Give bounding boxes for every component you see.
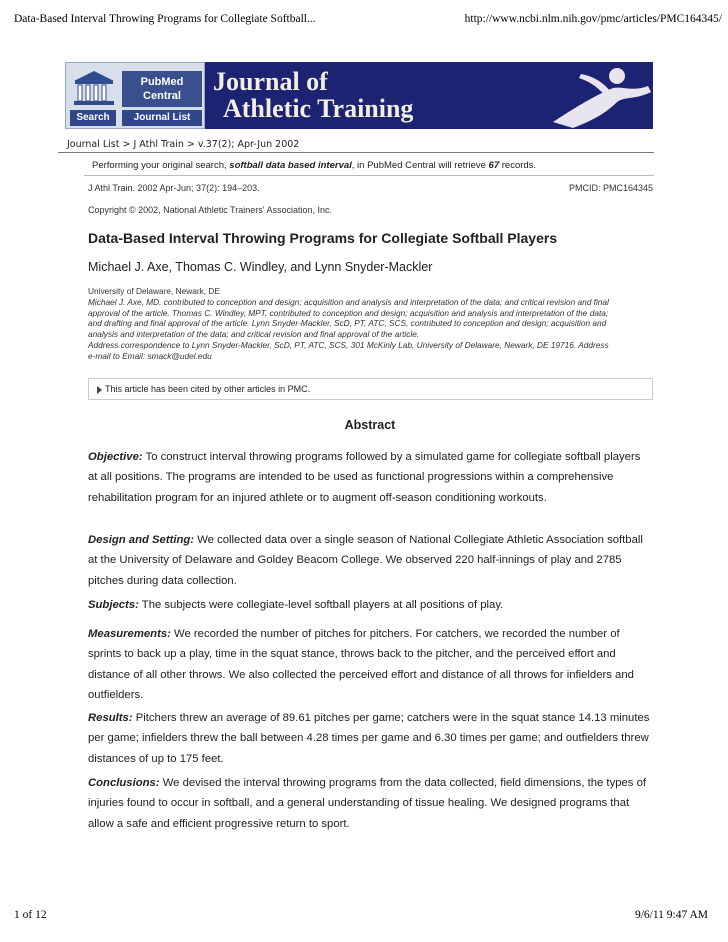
abstract-subjects: Subjects: The subjects were collegiate-level softball players at all positions of play. (88, 599, 504, 611)
journal-banner (65, 62, 653, 129)
affiliations: University of Delaware, Newark, DE Michael J. Axe, MD, contributed to conception and design; acquisition and analysis and interpretation of the data; and critical revision and final approval of the article. Thomas C. Windley, MPT, contributed to conception and design; acquisition and analysis and interpretation of the data; and drafting and final approval of the article. Lynn Snyder-Mackler, ScD, PT, ATC, SCS, contributed to conception and design; acquisition and analysis and interpretation of the data; and critical revision and final approval of the article. Address correspondence to Lynn Snyder-Mackler, ScD, PT, ATC, SCS, 301 McKinly Lab, University of Delaware, Newark, DE 19716. Address e-mail to Email: smack@udel.edu (88, 286, 654, 362)
divider (58, 152, 654, 153)
page-number: 1 of 12 (14, 909, 47, 921)
result-count[interactable]: 67 (488, 160, 500, 171)
print-page-url: http://www.ncbi.nlm.nih.gov/pmc/articles/PMC164345/ (464, 13, 722, 25)
pmcid: PMCID: PMC164345 (568, 183, 653, 193)
copyright: Copyright © 2002, National Athletic Trainers' Association, Inc. (88, 205, 332, 215)
abstract-objective: Objective: To construct interval throwing programs followed by a simulated game for collegiate softball players at all positions. The programs are intended to be used as functional progressions within a comprehensive rehabilitation program for an injured athlete or to augment off-season conditioning workouts. (88, 451, 641, 504)
journal-list-button[interactable]: Journal List (122, 110, 202, 126)
journal-title-banner (205, 62, 653, 129)
pubmed-central-logo (65, 62, 205, 129)
abstract-heading: Abstract (344, 418, 396, 432)
building-icon (72, 69, 116, 107)
article-title: Data-Based Interval Throwing Programs for Collegiate Softball Players (88, 230, 558, 246)
abstract-measurements: Measurements: We recorded the number of pitches for pitchers. For catchers, we recorded the number of sprints to back up a play, time in the squat stance, throws back to the pitcher, and the perceived effort and distance of all other throws. We also collected the perceived effort and distance of all throws for infielders and outfielders. (88, 628, 634, 702)
affiliation: University of Delaware, Newark, DE (88, 286, 220, 296)
print-page-title: Data-Based Interval Throwing Programs for Collegiate Softball... (14, 13, 316, 25)
search-button[interactable]: Search (70, 110, 116, 126)
author-list[interactable]: Michael J. Axe, Thomas C. Windley, and Lynn Snyder-Mackler (88, 260, 433, 274)
cited-by-text[interactable]: This article has been cited by other articles in PMC. (105, 384, 311, 394)
search-query[interactable]: softball data based interval (229, 160, 352, 171)
search-note: Performing your original search, softball data based interval, in PubMed Central will retrieve 67 records. (92, 160, 537, 171)
divider (84, 175, 654, 176)
print-datetime: 9/6/11 9:47 AM (634, 909, 708, 921)
triangle-right-icon (97, 386, 102, 394)
email-link[interactable]: e-mail to Email: smack@udel.edu (88, 350, 212, 361)
journal-title: Journal of Athletic Training (213, 67, 414, 123)
abstract-conclusions: Conclusions: We devised the interval throwing programs from the data collected, field dimensions, the types of injuries found to occur in softball, and a general understanding of tissue healing. We designed programs that allow a safe and efficient progressive return to sport. (88, 777, 646, 830)
cited-by-box[interactable] (88, 378, 653, 400)
breadcrumb[interactable]: Journal List > J Athl Train > v.37(2); Apr-Jun 2002 (67, 139, 300, 150)
pubmed-central-wordmark: PubMed Central (122, 71, 202, 107)
citation: J Athl Train. 2002 Apr-Jun; 37(2): 194–203. (88, 183, 260, 193)
abstract-results: Results: Pitchers threw an average of 89.61 pitches per game; catchers were in the squat stance 14.13 minutes per game; infielders threw the ball between 4.28 times per game and 6.30 times per game; and outfielders threw distances of up to 175 feet. (88, 712, 650, 765)
athlete-silhouette-icon (513, 62, 653, 129)
abstract-design: Design and Setting: We collected data over a single season of National Collegiate Athletic Association softball at the University of Delaware and Goldey Beacom College. We observed 220 half-innings of play and 2785 pitches during data collection. (88, 534, 643, 587)
